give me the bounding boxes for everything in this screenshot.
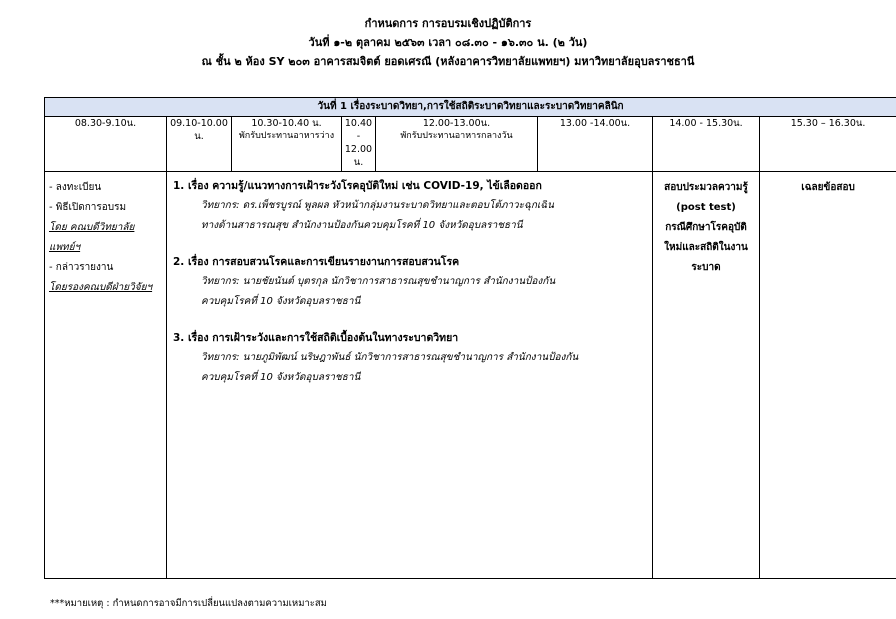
post-test-line: ระบาด — [691, 262, 721, 273]
topic-item — [173, 252, 646, 312]
answer-cell — [760, 172, 896, 579]
post-test-cell — [653, 172, 760, 579]
topic-speaker-cont: ควบคุมโรคที่ 10 จังหวัดอุบลราชธานี — [201, 372, 361, 383]
footnote: ***หมายเหตุ : กำหนดการอาจมีการเปลี่ยนแปลงตามความเหมาะสม — [50, 598, 327, 609]
lecture-topics — [167, 172, 653, 579]
topic-item — [173, 176, 646, 236]
time-label: 12.00-13.00น. — [422, 118, 491, 129]
activity-item: - ลงทะเบียน — [49, 182, 102, 193]
day-header-row — [45, 98, 896, 117]
activity-item: - พิธีเปิดการอบรม — [49, 202, 127, 213]
post-test-line: ใหม่และสถิติในงาน — [664, 242, 748, 253]
post-test-line: กรณีศึกษาโรคอุบัติ — [665, 222, 747, 233]
header-date: วันที่ ๑-๒ ตุลาคม ๒๕๖๓ เวลา ๐๘.๓๐ - ๑๖.๓๐ น. (๒ วัน) — [308, 36, 588, 49]
activity-item: - กล่าวรายงาน — [49, 262, 114, 273]
topic-speaker: วิทยากร: ดร.เพ็ชรบูรณ์ พูลผล หัวหน้ากลุ่มงานระบาดวิทยาและตอบโต้ภาวะฉุกเฉิน — [201, 200, 554, 211]
time-slot — [653, 117, 760, 172]
time-label: 10.40 - 12.00 น. — [344, 118, 373, 168]
time-slot-row — [45, 117, 896, 172]
content-row — [45, 172, 896, 579]
time-label: 13.00 -14.00น. — [559, 118, 631, 129]
time-label: 09.10-10.00 น. — [170, 118, 228, 142]
time-slot — [538, 117, 653, 172]
break-note: พักรับประทานอาหารว่าง — [238, 131, 335, 141]
answer-label: เฉลยข้อสอบ — [801, 182, 855, 193]
time-slot — [342, 117, 376, 172]
time-label: 08.30-9.10น. — [74, 118, 137, 129]
time-slot — [45, 117, 167, 172]
time-slot — [167, 117, 232, 172]
time-slot — [760, 117, 896, 172]
time-label: 14.00 - 15.30น. — [669, 118, 743, 129]
time-slot — [232, 117, 342, 172]
activity-presenter: โดย คณบดีวิทยาลัยแพทย์ฯ — [49, 222, 135, 253]
post-test-line: สอบประมวลความรู้ — [664, 182, 748, 193]
topic-item — [173, 328, 646, 388]
header-title: กำหนดการ การอบรมเชิงปฏิบัติการ — [364, 17, 532, 30]
schedule-table — [44, 97, 896, 579]
time-label: 10.30-10.40 น. — [251, 118, 322, 129]
day-title: วันที่ 1 เรื่องระบาดวิทยา,การใช้สถิติระบาดวิทยาและระบาดวิทยาคลินิก — [45, 98, 896, 117]
document-header — [0, 14, 896, 71]
opening-activities — [45, 172, 167, 579]
post-test-line: (post test) — [676, 202, 736, 213]
topic-title: 2. เรื่อง การสอบสวนโรคและการเขียนรายงานการสอบสวนโรค — [173, 256, 460, 268]
topic-title: 1. เรื่อง ความรู้/แนวทางการเฝ้าระวังโรคอุบัติใหม่ เช่น COVID-19, ไข้เลือดออก — [173, 180, 542, 192]
topic-speaker: วิทยากร: นายชัยนันต์ บุตรกุล นักวิชาการสาธารณสุขชำนาญการ สำนักงานป้องกัน — [201, 276, 556, 287]
topic-title: 3. เรื่อง การเฝ้าระวังและการใช้สถิติเบื้องต้นในทางระบาดวิทยา — [173, 332, 459, 344]
time-slot — [376, 117, 538, 172]
time-label: 15.30 – 16.30น. — [790, 118, 866, 129]
activity-presenter: โดยรองคณบดีฝ่ายวิจัยฯ — [49, 282, 153, 293]
topic-speaker-cont: ควบคุมโรคที่ 10 จังหวัดอุบลราชธานี — [201, 296, 361, 307]
topic-speaker-cont: ทางด้านสาธารณสุข สำนักงานป้องกันควบคุมโรคที่ 10 จังหวัดอุบลราชธานี — [201, 220, 523, 231]
topic-speaker: วิทยากร: นายภูมิพัฒน์ นริษฎาพันธ์ นักวิชาการสาธารณสุขชำนาญการ สำนักงานป้องกัน — [201, 352, 579, 363]
break-note: พักรับประทานอาหารกลางวัน — [400, 131, 513, 141]
header-venue: ณ ชั้น ๒ ห้อง SY ๒๐๓ อาคารสมจิตต์ ยอดเศรณี (หลังอาคารวิทยาลัยแพทยฯ) มหาวิทยาลัยอุบลราชธานี — [201, 55, 695, 68]
